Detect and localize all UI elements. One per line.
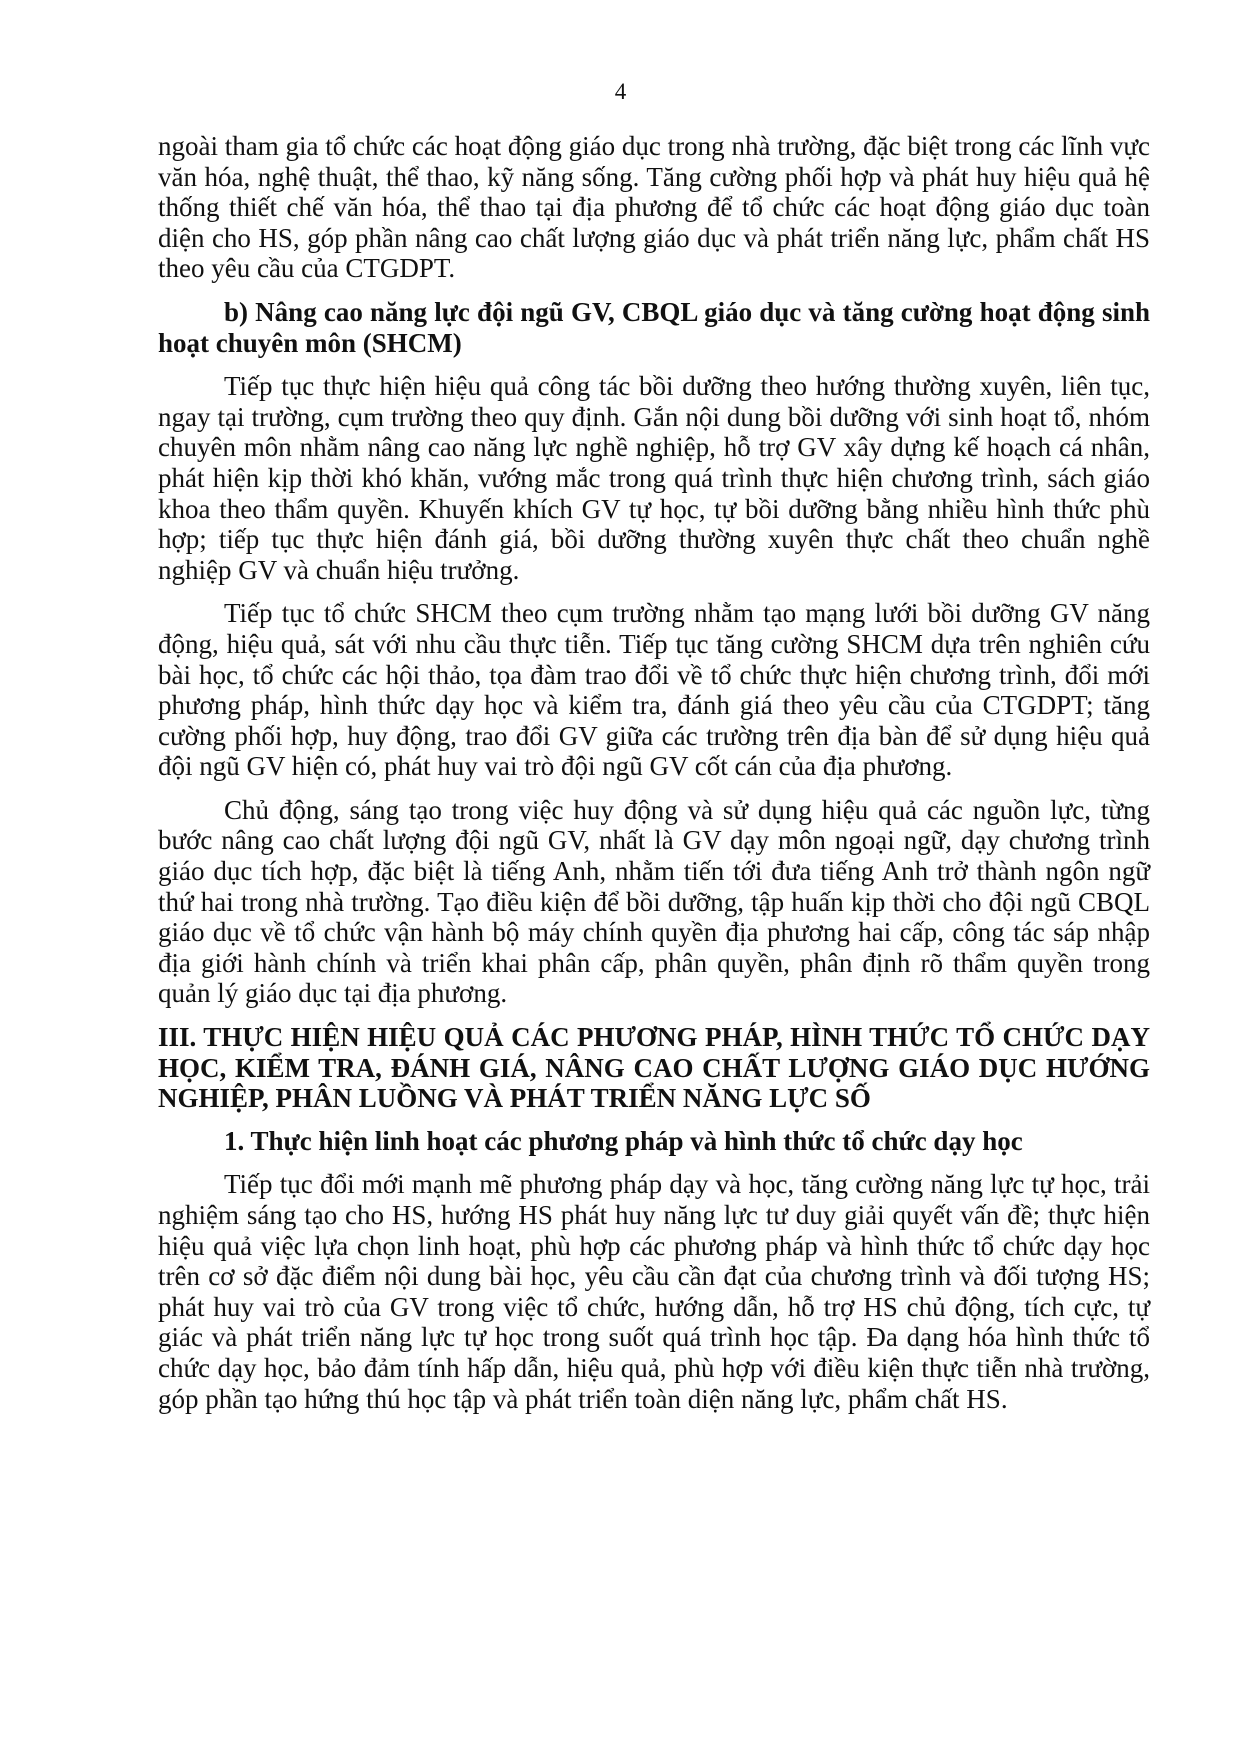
subsection-heading-1: 1. Thực hiện linh hoạt các phương pháp và hình thức tổ chức dạy học xyxy=(224,1125,1023,1156)
section-heading-III: III. THỰC HIỆN HIỆU QUẢ CÁC PHƯƠNG PHÁP, HÌNH THỨC TỔ CHỨC DẠY HỌC, KIỂM TRA, ĐÁNH GIÁ, NÂNG CAO CHẤT LƯỢNG GIÁO DỤC HƯỚNG NGHIỆP, PHÂN LUỒNG VÀ PHÁT TRIỂN NĂNG LỰC SỐ xyxy=(158,1022,1150,1114)
paragraph-training: Tiếp tục thực hiện hiệu quả công tác bồi dưỡng theo hướng thường xuyên, liên tục, ngay tại trường, cụm trường theo quy định. Gắn nội dung bồi dưỡng với sinh hoạt tổ, nhóm chuyên môn nhằm nâng cao năng lực nghề nghiệp, hỗ trợ GV xây dựng kế hoạch cá nhân, phát hiện kịp thời khó khăn, vướng mắc trong quá trình thực hiện chương trình, sách giáo khoa theo thẩm quyền. Khuyến khích GV tự học, tự bồi dưỡng bằng nhiều hình thức phù hợp; tiếp tục thực hiện đánh giá, bồi dưỡng thường xuyên thực chất theo chuẩn nghề nghiệp GV và chuẩn hiệu trưởng. xyxy=(158,371,1150,585)
paragraph-methods: Tiếp tục đổi mới mạnh mẽ phương pháp dạy và học, tăng cường năng lực tự học, trải nghiệm sáng tạo cho HS, hướng HS phát huy năng lực tư duy giải quyết vấn đề; thực hiện hiệu quả việc lựa chọn linh hoạt, phù hợp các phương pháp và hình thức tổ chức dạy học trên cơ sở đặc điểm nội dung bài học, yêu cầu cần đạt của chương trình và đối tượng HS; phát huy vai trò của GV trong việc tổ chức, hướng dẫn, hỗ trợ HS chủ động, tích cực, tự giác và phát triển năng lực tự học trong suốt quá trình học tập. Đa dạng hóa hình thức tổ chức dạy học, bảo đảm tính hấp dẫn, hiệu quả, phù hợp với điều kiện thực tiễn nhà trường, góp phần tạo hứng thú học tập và phát triển toàn diện năng lực, phẩm chất HS. xyxy=(158,1169,1150,1414)
section-heading-b: b) Nâng cao năng lực đội ngũ GV, CBQL giáo dục và tăng cường hoạt động sinh hoạt chuyên môn (SHCM) xyxy=(158,296,1150,358)
page-number: 4 xyxy=(614,79,627,104)
paragraph-resources: Chủ động, sáng tạo trong việc huy động và sử dụng hiệu quả các nguồn lực, từng bước nâng cao chất lượng đội ngũ GV, nhất là GV dạy môn ngoại ngữ, dạy chương trình giáo dục tích hợp, đặc biệt là tiếng Anh, nhằm tiến tới đưa tiếng Anh trở thành ngôn ngữ thứ hai trong nhà trường. Tạo điều kiện để bồi dưỡng, tập huấn kịp thời cho đội ngũ CBQL giáo dục về tổ chức vận hành bộ máy chính quyền địa phương hai cấp, công tác sáp nhập địa giới hành chính và triển khai phân cấp, phân quyền, phân định rõ thẩm quyền trong quản lý giáo dục tại địa phương. xyxy=(158,794,1150,1009)
paragraph-shcm: Tiếp tục tổ chức SHCM theo cụm trường nhằm tạo mạng lưới bồi dưỡng GV năng động, hiệu quả, sát với nhu cầu thực tiễn. Tiếp tục tăng cường SHCM dựa trên nghiên cứu bài học, tổ chức các hội thảo, tọa đàm trao đổi về tổ chức thực hiện chương trình, đổi mới phương pháp, hình thức dạy học và kiểm tra, đánh giá theo yêu cầu của CTGDPT; tăng cường phối hợp, huy động, trao đổi GV giữa các trường trên địa bàn để sử dụng hiệu quả đội ngũ GV hiện có, phát huy vai trò đội ngũ GV cốt cán của địa phương. xyxy=(158,598,1150,782)
paragraph-continuation: ngoài tham gia tổ chức các hoạt động giáo dục trong nhà trường, đặc biệt trong các lĩnh vực văn hóa, nghệ thuật, thể thao, kỹ năng sống. Tăng cường phối hợp và phát huy hiệu quả hệ thống thiết chế văn hóa, thể thao tại địa phương để tổ chức các hoạt động giáo dục toàn diện cho HS, góp phần nâng cao chất lượng giáo dục và phát triển năng lực, phẩm chất HS theo yêu cầu của CTGDPT. xyxy=(158,131,1150,284)
document-body xyxy=(158,131,1150,1414)
